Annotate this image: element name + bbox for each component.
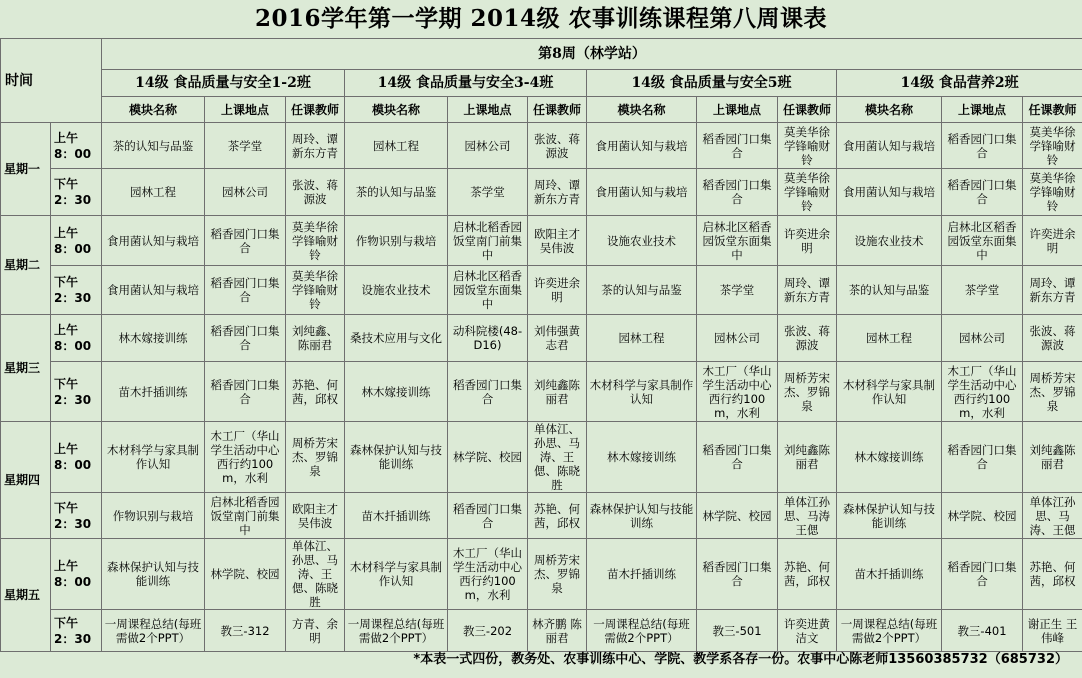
module-header: 模块名称 <box>837 97 942 123</box>
location-cell: 启林北稻香园饭堂南门前集中 <box>205 493 286 539</box>
teacher-cell: 许奕进余明 <box>528 266 587 315</box>
teacher-cell: 莫美华徐学锋喻财铃 <box>778 123 837 169</box>
class-header: 14级 食品营养2班 <box>837 70 1082 97</box>
module-cell: 设施农业技术 <box>587 216 697 266</box>
module-cell: 作物识别与栽培 <box>345 216 448 266</box>
teacher-cell: 单体江孙思、马涛王偲 <box>778 493 837 539</box>
teacher-cell: 莫美华徐学锋喻财铃 <box>778 169 837 216</box>
teacher-cell: 刘纯鑫陈丽君 <box>1023 422 1082 493</box>
module-cell: 设施农业技术 <box>345 266 448 315</box>
week-header: 第8周（林学站） <box>102 39 1082 70</box>
teacher-cell: 张波、蒋源波 <box>286 169 345 216</box>
teacher-cell: 周玲、谭新东方青 <box>286 123 345 169</box>
module-cell: 森林保护认知与技能训练 <box>837 493 942 539</box>
session-time <box>51 169 102 216</box>
time-header: 时间 <box>1 39 102 123</box>
teacher-cell: 张波、蒋源波 <box>528 123 587 169</box>
session-clock: 8：00 <box>54 241 92 256</box>
module-cell: 园林工程 <box>837 315 942 362</box>
day-label: 星期一 <box>1 123 51 216</box>
session-period: 下午 <box>54 275 79 289</box>
session-row <box>1 493 1082 539</box>
teacher-cell: 单体江、孙思、马涛、王偲、陈晓胜 <box>528 422 587 493</box>
teacher-cell: 刘纯鑫陈丽君 <box>778 422 837 493</box>
day-label: 星期五 <box>1 539 51 652</box>
teacher-cell: 周桥芳宋杰、罗锦泉 <box>1023 362 1082 422</box>
module-cell: 设施农业技术 <box>837 216 942 266</box>
teacher-cell: 莫美华徐学锋喻财铃 <box>286 266 345 315</box>
session-period: 下午 <box>54 615 79 630</box>
module-cell: 一周课程总结(每班需做2个PPT） <box>837 610 942 652</box>
session-clock: 8：00 <box>54 575 92 589</box>
session-period: 上午 <box>54 559 79 573</box>
teacher-cell: 许奕进余明 <box>778 216 837 266</box>
session-row <box>1 123 1082 169</box>
session-time <box>51 315 102 362</box>
session-row <box>1 266 1082 315</box>
teacher-cell: 莫美华徐学锋喻财铃 <box>286 216 345 266</box>
location-header: 上课地点 <box>697 97 778 123</box>
location-cell: 木工厂（华山学生活动中心西行约100m，水利 <box>697 362 778 422</box>
teacher-cell: 周桥芳宋杰、罗锦泉 <box>778 362 837 422</box>
session-period: 上午 <box>54 130 79 145</box>
module-cell: 食用菌认知与栽培 <box>837 169 942 216</box>
module-header: 模块名称 <box>102 97 205 123</box>
module-cell: 木材科学与家具制作认知 <box>837 362 942 422</box>
session-row <box>1 539 1082 610</box>
location-cell: 稻香园门口集合 <box>448 362 528 422</box>
session-clock: 2：30 <box>54 631 92 646</box>
location-cell: 茶学堂 <box>697 266 778 315</box>
location-cell: 教三-401 <box>942 610 1023 652</box>
location-cell: 茶学堂 <box>205 123 286 169</box>
location-header: 上课地点 <box>942 97 1023 123</box>
location-cell: 茶学堂 <box>942 266 1023 315</box>
module-cell: 食用菌认知与栽培 <box>102 266 205 315</box>
module-cell: 茶的认知与品鉴 <box>345 169 448 216</box>
module-cell: 林木嫁接训练 <box>837 422 942 493</box>
teacher-cell: 苏艳、何茜，邱权 <box>286 362 345 422</box>
location-cell: 木工厂（华山学生活动中心西行约100m，水利 <box>205 422 286 493</box>
module-cell: 作物识别与栽培 <box>102 493 205 539</box>
session-period: 下午 <box>54 177 79 191</box>
location-cell: 园林公司 <box>942 315 1023 362</box>
module-cell: 苗木扦插训练 <box>345 493 448 539</box>
module-cell: 木材科学与家具制作认知 <box>102 422 205 493</box>
session-period: 上午 <box>54 442 79 456</box>
teacher-cell: 苏艳、何茜，邱权 <box>528 493 587 539</box>
location-cell: 稻香园门口集合 <box>448 493 528 539</box>
teacher-cell: 欧阳主才吴伟波 <box>286 493 345 539</box>
class-header: 14级 食品质量与安全5班 <box>587 70 837 97</box>
day-label: 星期四 <box>1 422 51 539</box>
module-cell: 茶的认知与品鉴 <box>837 266 942 315</box>
session-time <box>51 216 102 266</box>
session-clock: 8：00 <box>54 458 92 472</box>
location-cell: 教三-202 <box>448 610 528 652</box>
teacher-header: 任课教师 <box>1023 97 1082 123</box>
location-cell: 木工厂（华山学生活动中心西行约100m，水利 <box>942 362 1023 422</box>
location-cell: 教三-312 <box>205 610 286 652</box>
module-cell: 木材科学与家具制作认知 <box>587 362 697 422</box>
session-clock: 8：00 <box>54 339 92 353</box>
teacher-cell: 苏艳、何茜，邱权 <box>1023 539 1082 610</box>
module-cell: 苗木扦插训练 <box>102 362 205 422</box>
session-row <box>1 422 1082 493</box>
page-title: 2016学年第一学期 2014级 农事训练课程第八周课表 <box>254 5 828 32</box>
module-cell: 园林工程 <box>345 123 448 169</box>
session-period: 下午 <box>54 376 79 391</box>
session-time <box>51 362 102 422</box>
teacher-cell: 刘伟强黄志君 <box>528 315 587 362</box>
location-cell: 林学院、校园 <box>697 493 778 539</box>
teacher-cell: 刘纯鑫、陈丽君 <box>286 315 345 362</box>
module-cell: 食用菌认知与栽培 <box>587 123 697 169</box>
footer-note: *本表一式四份，教务处、农事训练中心、学院、教学系各存一份。农事中心陈老师13560385732（685732） <box>413 652 1068 667</box>
module-cell: 茶的认知与品鉴 <box>102 123 205 169</box>
teacher-header: 任课教师 <box>528 97 587 123</box>
module-cell: 一周课程总结(每班需做2个PPT） <box>587 610 697 652</box>
session-clock: 2：30 <box>54 516 92 531</box>
teacher-cell: 单体江孙思、马涛、王偲 <box>1023 493 1082 539</box>
session-clock: 2：30 <box>54 193 92 207</box>
module-cell: 林木嫁接训练 <box>345 362 448 422</box>
module-cell: 食用菌认知与栽培 <box>587 169 697 216</box>
location-cell: 稻香园门口集合 <box>942 123 1023 169</box>
teacher-cell: 单体江、孙思、马涛、王偲、陈晓胜 <box>286 539 345 610</box>
session-row <box>1 362 1082 422</box>
module-cell: 食用菌认知与栽培 <box>102 216 205 266</box>
location-cell: 启林北区稻香园饭堂东面集中 <box>942 216 1023 266</box>
session-period: 下午 <box>54 500 79 515</box>
teacher-cell: 莫美华徐学锋喻财铃 <box>1023 123 1082 169</box>
location-cell: 园林公司 <box>205 169 286 216</box>
location-cell: 稻香园门口集合 <box>697 539 778 610</box>
location-cell: 稻香园门口集合 <box>697 422 778 493</box>
module-cell: 园林工程 <box>587 315 697 362</box>
location-cell: 林学院、校园 <box>448 422 528 493</box>
teacher-cell: 方青、余明 <box>286 610 345 652</box>
location-header: 上课地点 <box>205 97 286 123</box>
teacher-cell: 张波、蒋源波 <box>1023 315 1082 362</box>
teacher-cell: 周玲、谭新东方青 <box>528 169 587 216</box>
teacher-header: 任课教师 <box>286 97 345 123</box>
location-cell: 启林北稻香园饭堂南门前集中 <box>448 216 528 266</box>
location-cell: 稻香园门口集合 <box>205 266 286 315</box>
teacher-cell: 周桥芳宋杰、罗锦泉 <box>286 422 345 493</box>
schedule-table <box>0 38 1082 652</box>
location-cell: 教三-501 <box>697 610 778 652</box>
module-cell: 森林保护认知与技能训练 <box>587 493 697 539</box>
module-cell: 园林工程 <box>102 169 205 216</box>
teacher-cell: 莫美华徐学锋喻财铃 <box>1023 169 1082 216</box>
session-time <box>51 493 102 539</box>
module-cell: 林木嫁接训练 <box>102 315 205 362</box>
module-header: 模块名称 <box>587 97 697 123</box>
session-time <box>51 266 102 315</box>
session-clock: 2：30 <box>54 291 92 305</box>
day-label: 星期三 <box>1 315 51 422</box>
session-time <box>51 539 102 610</box>
session-row <box>1 169 1082 216</box>
teacher-cell: 周玲、谭新东方青 <box>778 266 837 315</box>
location-cell: 动科院楼(48-D16) <box>448 315 528 362</box>
location-cell: 林学院、校园 <box>942 493 1023 539</box>
module-cell: 桑技术应用与文化 <box>345 315 448 362</box>
module-cell: 林木嫁接训练 <box>587 422 697 493</box>
location-cell: 稻香园门口集合 <box>942 539 1023 610</box>
teacher-cell: 许奕进黄洁文 <box>778 610 837 652</box>
teacher-cell: 欧阳主才吴伟波 <box>528 216 587 266</box>
teacher-cell: 周桥芳宋杰、罗锦泉 <box>528 539 587 610</box>
session-period: 上午 <box>54 323 79 337</box>
location-cell: 启林北区稻香园饭堂东面集中 <box>448 266 528 315</box>
session-period: 上午 <box>54 225 79 240</box>
location-cell: 稻香园门口集合 <box>205 362 286 422</box>
teacher-cell: 张波、蒋源波 <box>778 315 837 362</box>
location-cell: 茶学堂 <box>448 169 528 216</box>
module-cell: 食用菌认知与栽培 <box>837 123 942 169</box>
session-row <box>1 315 1082 362</box>
session-row <box>1 216 1082 266</box>
session-clock: 2：30 <box>54 392 92 407</box>
location-cell: 木工厂（华山学生活动中心西行约100m，水利 <box>448 539 528 610</box>
module-cell: 森林保护认知与技能训练 <box>102 539 205 610</box>
location-cell: 稻香园门口集合 <box>942 422 1023 493</box>
location-cell: 稻香园门口集合 <box>205 216 286 266</box>
module-cell: 一周课程总结(每班需做2个PPT） <box>345 610 448 652</box>
teacher-cell: 许奕进余明 <box>1023 216 1082 266</box>
teacher-cell: 刘纯鑫陈丽君 <box>528 362 587 422</box>
teacher-header: 任课教师 <box>778 97 837 123</box>
module-cell: 木材科学与家具制作认知 <box>345 539 448 610</box>
module-cell: 苗木扦插训练 <box>587 539 697 610</box>
location-header: 上课地点 <box>448 97 528 123</box>
location-cell: 稻香园门口集合 <box>205 315 286 362</box>
teacher-cell: 林齐鹏 陈丽君 <box>528 610 587 652</box>
teacher-cell: 周玲、谭新东方青 <box>1023 266 1082 315</box>
location-cell: 林学院、校园 <box>205 539 286 610</box>
session-time <box>51 123 102 169</box>
location-cell: 启林北区稻香园饭堂东面集中 <box>697 216 778 266</box>
location-cell: 园林公司 <box>697 315 778 362</box>
location-cell: 园林公司 <box>448 123 528 169</box>
session-time <box>51 422 102 493</box>
module-cell: 茶的认知与品鉴 <box>587 266 697 315</box>
location-cell: 稻香园门口集合 <box>697 169 778 216</box>
teacher-cell: 苏艳、何茜，邱权 <box>778 539 837 610</box>
class-header: 14级 食品质量与安全3-4班 <box>345 70 587 97</box>
teacher-cell: 谢正生 王伟峰 <box>1023 610 1082 652</box>
module-header: 模块名称 <box>345 97 448 123</box>
day-label: 星期二 <box>1 216 51 315</box>
module-cell: 森林保护认知与技能训练 <box>345 422 448 493</box>
location-cell: 稻香园门口集合 <box>942 169 1023 216</box>
module-cell: 一周课程总结(每班需做2个PPT） <box>102 610 205 652</box>
location-cell: 稻香园门口集合 <box>697 123 778 169</box>
session-clock: 8：00 <box>54 146 92 161</box>
class-header: 14级 食品质量与安全1-2班 <box>102 70 345 97</box>
module-cell: 苗木扦插训练 <box>837 539 942 610</box>
